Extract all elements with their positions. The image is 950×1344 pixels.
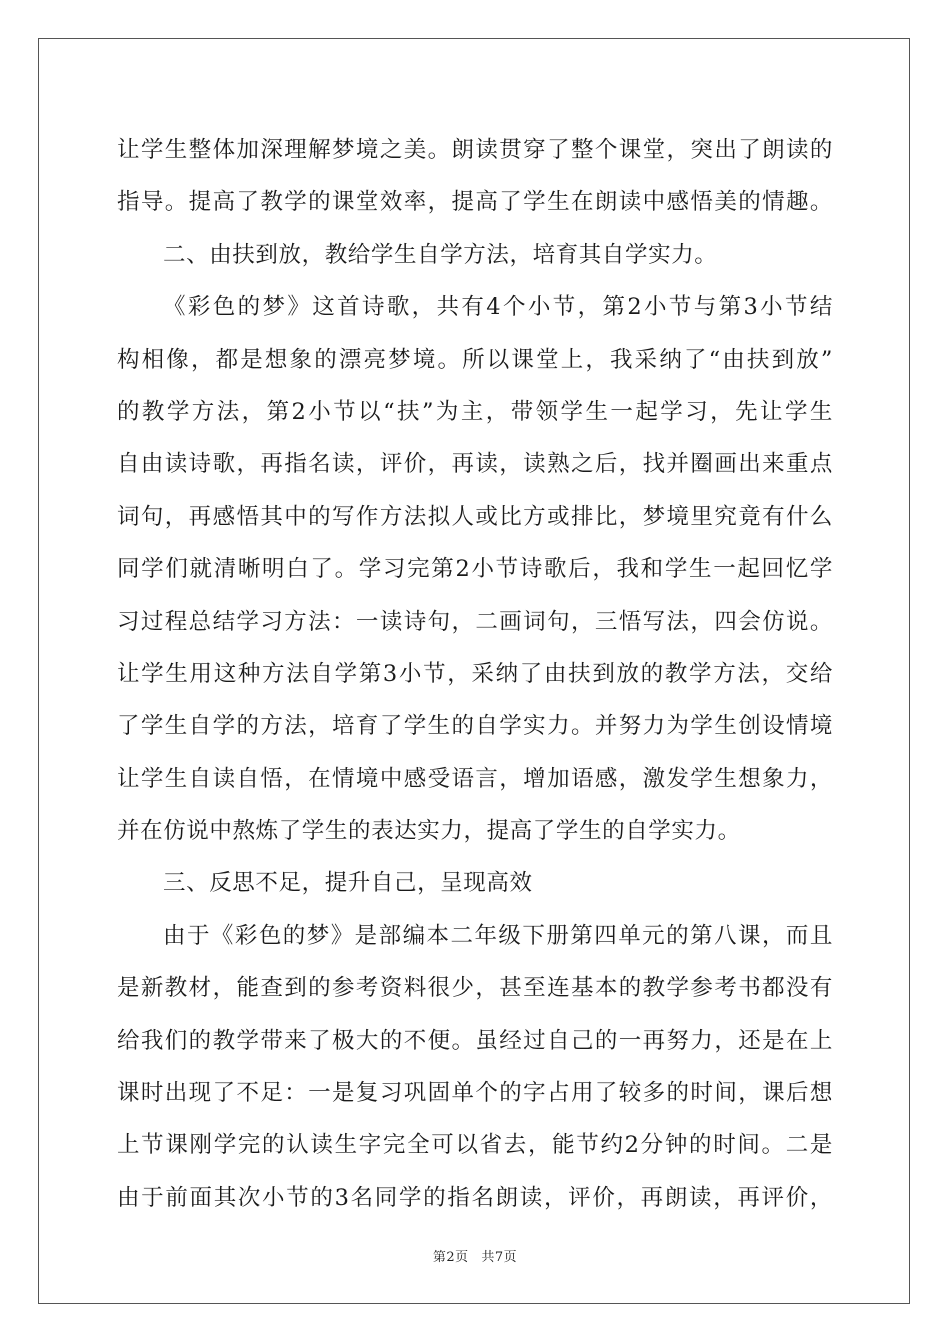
text-line: 指导。提高了教学的课堂效率，提高了学生在朗读中感悟美的情趣。 [117,189,833,216]
page-total: 共7页 [481,1250,518,1265]
text-line: 是新教材，能查到的参考资料很少，甚至连基本的教学参考书都没有 [117,975,833,1002]
text-line: 词句，再感悟其中的写作方法拟人或比方或排比，梦境里究竟有什么 [117,503,833,530]
text-line: 由于前面其次小节的3名同学的指名朗读，评价，再朗读，再评价， [117,1184,833,1211]
page-footer [0,1246,950,1265]
text-line: 课时出现了不足：一是复习巩固单个的字占用了较多的时间，课后想 [117,1080,833,1107]
text-line: 并在仿说中熬炼了学生的表达实力，提高了学生的自学实力。 [117,818,741,845]
text-line: 了学生自学的方法，培育了学生的自学实力。并努力为学生创设情境 [117,713,833,740]
page-number: 第2页 [432,1250,469,1265]
text-line: 让学生用这种方法自学第3小节，采纳了由扶到放的教学方法，交给 [117,660,833,687]
text-line: 《彩色的梦》这首诗歌，共有4个小节，第2小节与第3小节结 [163,294,833,321]
text-line: 的教学方法，第2小节以“扶”为主，带领学生一起学习，先让学生 [117,398,833,425]
text-line: 习过程总结学习方法：一读诗句，二画词句，三悟写法，四会仿说。 [117,608,833,635]
text-line: 构相像，都是想象的漂亮梦境。所以课堂上，我采纳了“由扶到放” [117,346,833,373]
section-heading: 二、由扶到放，教给学生自学方法，培育其自学实力。 [163,241,718,268]
text-line: 让学生整体加深理解梦境之美。朗读贯穿了整个课堂，突出了朗读的 [117,137,833,163]
text-line: 让学生自读自悟，在情境中感受语言，增加语感，激发学生想象力， [117,765,833,792]
section-heading: 三、反思不足，提升自己，呈现高效 [163,870,533,897]
text-line: 同学们就清晰明白了。学习完第2小节诗歌后，我和学生一起回忆学 [117,556,833,583]
text-line: 由于《彩色的梦》是部编本二年级下册第四单元的第八课，而且 [163,922,833,949]
text-line: 给我们的教学带来了极大的不便。虽经过自己的一再努力，还是在上 [117,1027,833,1054]
text-line: 自由读诗歌，再指名读，评价，再读，读熟之后，找并圈画出来重点 [117,451,833,478]
text-line: 上节课刚学完的认读生字完全可以省去，能节约2分钟的时间。二是 [117,1132,833,1159]
document-body [117,124,833,1224]
